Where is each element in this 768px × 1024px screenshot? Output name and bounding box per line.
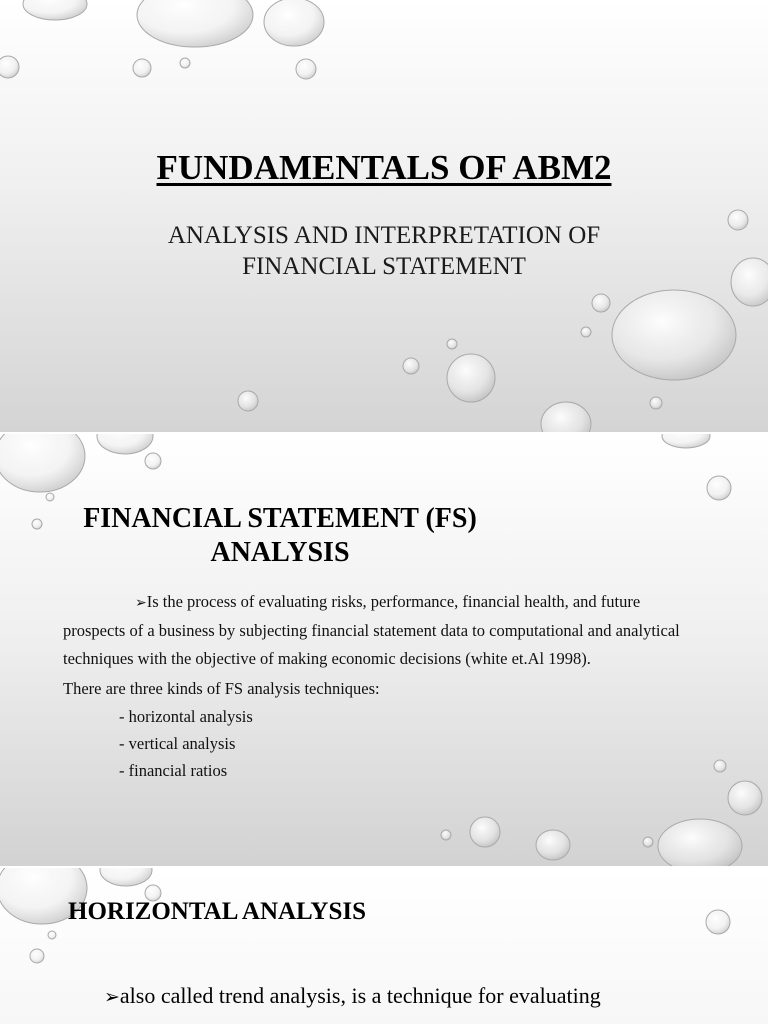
slide-body — [63, 588, 703, 784]
body-text: also called trend analysis, is a technique for evaluating — [119, 983, 601, 1008]
water-drops-decoration — [0, 0, 768, 432]
list-item: - horizontal analysis — [119, 707, 253, 726]
arrow-bullet-icon: ➢ — [104, 986, 120, 1008]
definition-text: Is the process of evaluating risks, performance, financial health, and future prospects of a business by subjecting financial statement data to computational and analytical techniques with the objective of making economic decisions (white et.Al 1998). — [63, 592, 680, 668]
slide-body — [104, 983, 601, 1009]
slide-heading: FINANCIAL STATEMENT (FS) ANALYSIS — [83, 503, 477, 568]
slide-title — [0, 0, 768, 432]
list-item: - vertical analysis — [119, 734, 236, 753]
arrow-bullet-icon: ➢ — [135, 595, 147, 611]
list-item: - financial ratios — [119, 761, 228, 780]
slide-heading: HORIZONTAL ANALYSIS — [68, 898, 367, 925]
slide-horizontal-analysis — [0, 868, 768, 1024]
slide-fs-analysis — [0, 434, 768, 866]
techniques-intro: There are three kinds of FS analysis techniques: — [63, 679, 380, 698]
slide-subtitle: ANALYSIS AND INTERPRETATION OF FINANCIAL STATEMENT — [167, 222, 601, 280]
slide-title-heading: FUNDAMENTALS OF ABM2 — [156, 148, 612, 187]
definition-paragraph — [63, 588, 703, 673]
